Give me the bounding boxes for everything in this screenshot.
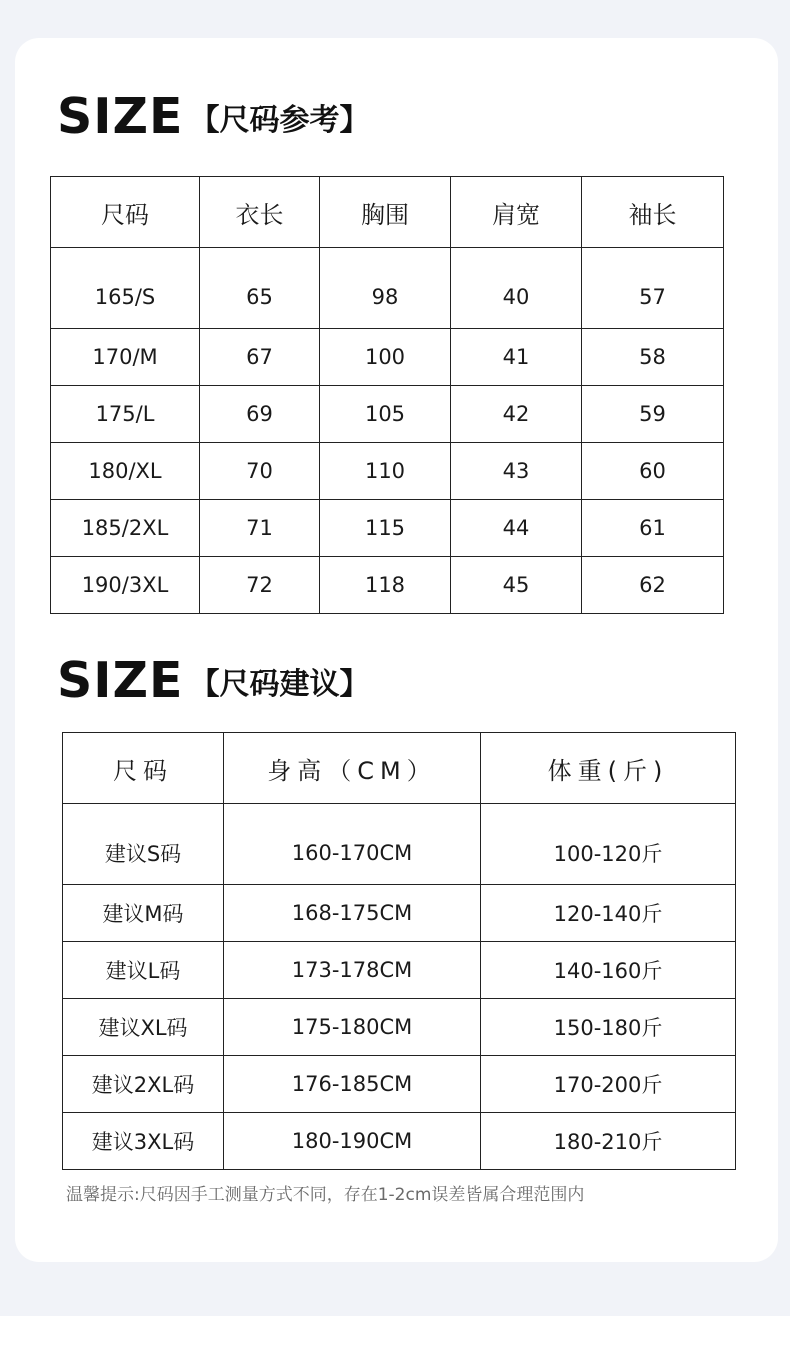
cell-size: 185/2XL xyxy=(51,500,200,557)
size-reference-table xyxy=(50,176,724,614)
table-row xyxy=(51,386,724,443)
cell-shoulder: 43 xyxy=(451,443,582,500)
cell-chest: 98 xyxy=(320,248,451,329)
cell-size: 190/3XL xyxy=(51,557,200,614)
cell-size: 建议L码 xyxy=(63,942,224,999)
cell-chest: 100 xyxy=(320,329,451,386)
cell-sleeve: 60 xyxy=(582,443,724,500)
cell-height: 180-190CM xyxy=(224,1113,481,1170)
header-shoulder: 肩宽 xyxy=(451,177,582,248)
cell-size: 建议M码 xyxy=(63,885,224,942)
table-row xyxy=(63,804,736,885)
cell-weight: 150-180斤 xyxy=(481,999,736,1056)
cell-shoulder: 45 xyxy=(451,557,582,614)
cell-size: 170/M xyxy=(51,329,200,386)
cell-chest: 105 xyxy=(320,386,451,443)
size-suggestion-title xyxy=(57,652,370,709)
cell-sleeve: 62 xyxy=(582,557,724,614)
size-suggestion-title-sub: 【尺码建议】 xyxy=(189,666,370,702)
table-row xyxy=(63,942,736,999)
cell-weight: 140-160斤 xyxy=(481,942,736,999)
cell-size: 建议2XL码 xyxy=(63,1056,224,1113)
cell-sleeve: 57 xyxy=(582,248,724,329)
cell-weight: 170-200斤 xyxy=(481,1056,736,1113)
cell-length: 65 xyxy=(200,248,320,329)
cell-length: 69 xyxy=(200,386,320,443)
size-suggestion-table xyxy=(62,732,736,1170)
cell-size: 175/L xyxy=(51,386,200,443)
cell-chest: 110 xyxy=(320,443,451,500)
cell-height: 160-170CM xyxy=(224,804,481,885)
table-row xyxy=(51,443,724,500)
table-row xyxy=(51,329,724,386)
header-length: 衣长 xyxy=(200,177,320,248)
measurement-note: 温馨提示:尺码因手工测量方式不同，存在1-2cm误差皆属合理范围内 xyxy=(66,1185,585,1205)
table-row xyxy=(51,557,724,614)
cell-length: 70 xyxy=(200,443,320,500)
table-row xyxy=(63,1056,736,1113)
cell-length: 71 xyxy=(200,500,320,557)
header-chest: 胸围 xyxy=(320,177,451,248)
header-height: 身高（CM） xyxy=(224,733,481,804)
cell-weight: 180-210斤 xyxy=(481,1113,736,1170)
cell-weight: 100-120斤 xyxy=(481,804,736,885)
cell-sleeve: 58 xyxy=(582,329,724,386)
cell-sleeve: 61 xyxy=(582,500,724,557)
cell-shoulder: 40 xyxy=(451,248,582,329)
cell-height: 176-185CM xyxy=(224,1056,481,1113)
size-reference-title xyxy=(57,88,370,145)
header-size: 尺码 xyxy=(51,177,200,248)
cell-size: 建议XL码 xyxy=(63,999,224,1056)
cell-chest: 115 xyxy=(320,500,451,557)
table-header-row xyxy=(51,177,724,248)
table-row xyxy=(63,885,736,942)
cell-shoulder: 44 xyxy=(451,500,582,557)
table-row xyxy=(51,500,724,557)
cell-height: 175-180CM xyxy=(224,999,481,1056)
cell-height: 168-175CM xyxy=(224,885,481,942)
cell-length: 67 xyxy=(200,329,320,386)
size-reference-title-main: SIZE xyxy=(57,88,184,145)
cell-shoulder: 42 xyxy=(451,386,582,443)
table-header-row xyxy=(63,733,736,804)
size-suggestion-title-main: SIZE xyxy=(57,652,184,709)
table-row xyxy=(63,1113,736,1170)
header-size: 尺码 xyxy=(63,733,224,804)
bottom-strip xyxy=(0,1316,790,1357)
header-weight: 体重(斤) xyxy=(481,733,736,804)
table-row xyxy=(63,999,736,1056)
size-reference-title-sub: 【尺码参考】 xyxy=(189,102,370,138)
cell-size: 建议S码 xyxy=(63,804,224,885)
cell-sleeve: 59 xyxy=(582,386,724,443)
header-sleeve: 袖长 xyxy=(582,177,724,248)
cell-height: 173-178CM xyxy=(224,942,481,999)
cell-size: 165/S xyxy=(51,248,200,329)
cell-shoulder: 41 xyxy=(451,329,582,386)
cell-size: 建议3XL码 xyxy=(63,1113,224,1170)
table-row xyxy=(51,248,724,329)
cell-length: 72 xyxy=(200,557,320,614)
cell-size: 180/XL xyxy=(51,443,200,500)
cell-chest: 118 xyxy=(320,557,451,614)
cell-weight: 120-140斤 xyxy=(481,885,736,942)
